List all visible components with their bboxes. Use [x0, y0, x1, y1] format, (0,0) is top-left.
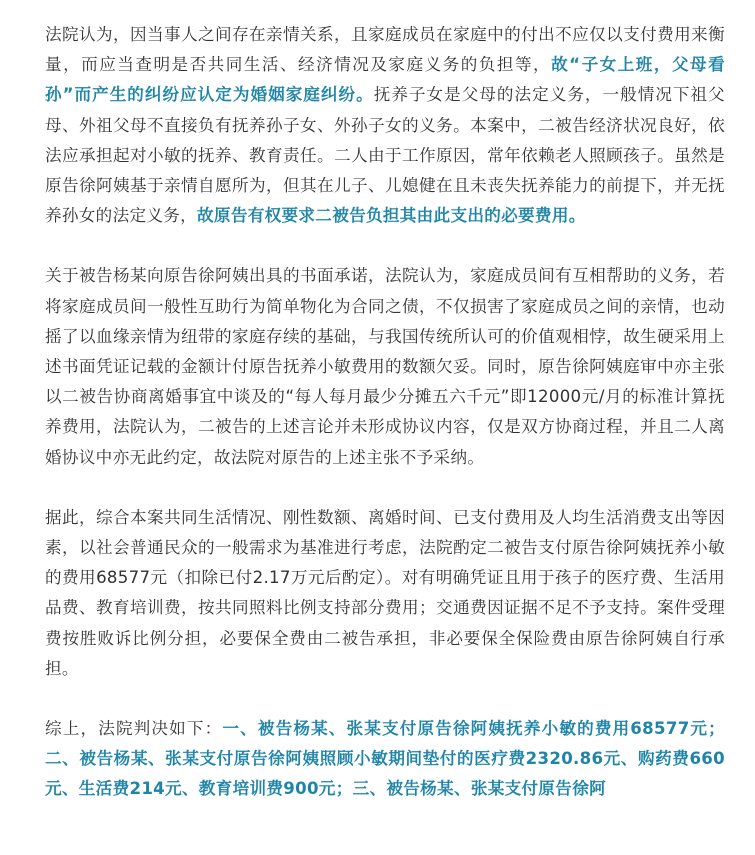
- paragraph-determination: [45, 503, 725, 684]
- highlight-segment: 故原告有权要求二被告负担其由此支出的必要费用。: [197, 206, 586, 226]
- paragraph-court-opinion: [45, 20, 725, 231]
- text-segment: 综上，法院判决如下：: [45, 719, 223, 739]
- text-segment: 关于被告杨某向原告徐阿姨出具的书面承诺，法院认为，家庭成员间有互相帮助的义务，若将家庭成员间一般性互助行为简单物化为合同之债，不仅损害了家庭成员之间的亲情，也动摇了以血缘亲情为纽带的家庭存续的基础，与我国传统所认可的价值观相悖，故生硬采用上述书面凭证记载的金额计付原告抚养小敏费用的数额欠妥。同时，原告徐阿姨庭审中亦主张以二被告协商离婚事宜中谈及的“每人每月最少分摊五六千元”即12000元/月的标准计算抚养费用，法院认为，二被告的上述言论并未形成协议内容，仅是双方协商过程，并且二人离婚协议中亦无此约定，故法院对原告的上述主张不予采纳。: [45, 266, 725, 467]
- text-segment: 抚养子女是父母的法定义务，一般情况下祖父母、外祖父母不直接负有抚养孙子女、外孙子女的义务。本案中，二被告经济状况良好，依法应承担起对小敏的抚养、教育责任。二人由于工作原因，常年依赖老人照顾孩子。虽然是原告徐阿姨基于亲情自愿所为，但其在儿子、儿媳健在且未丧失抚养能力的前提下，并无抚养孙女的法定义务，: [45, 85, 726, 226]
- article-body: [45, 20, 725, 805]
- text-segment: 法院认为，因当事人之间存在亲情关系，且家庭成员在家庭中的付出不应仅以支付费用来衡量，而应当查明是否共同生活、经济情况及家庭义务的负担等，: [45, 25, 725, 75]
- paragraph-written-promise: [45, 261, 725, 472]
- text-segment: 据此，综合本案共同生活情况、刚性数额、离婚时间、已支付费用及人均生活消费支出等因素，以社会普通民众的一般需求为基准进行考虑，法院酌定二被告支付原告徐阿姨抚养小敏的费用68577元（扣除已付2.17万元后酌定）。对有明确凭证且用于孩子的医疗费、生活用品费、教育培训费，按共同照料比例支持部分费用；交通费因证据不足不予支持。案件受理费按胜败诉比例分担，必要保全费由二被告承担，非必要保全保险费由原告徐阿姨自行承担。: [45, 507, 725, 678]
- paragraph-judgment: [45, 714, 725, 805]
- highlight-segment: 一、被告杨某、张某支付原告徐阿姨抚养小敏的费用68577元；二、被告杨某、张某支付原告徐阿姨照顾小敏期间垫付的医疗费2320.86元、购药费660元、生活费214元、教育培训费900元；三、被告杨某、张某支付原告徐阿: [45, 719, 726, 799]
- highlight-segment: 故“子女上班，父母看孙”而产生的纠纷应认定为婚姻家庭纠纷。: [45, 55, 725, 105]
